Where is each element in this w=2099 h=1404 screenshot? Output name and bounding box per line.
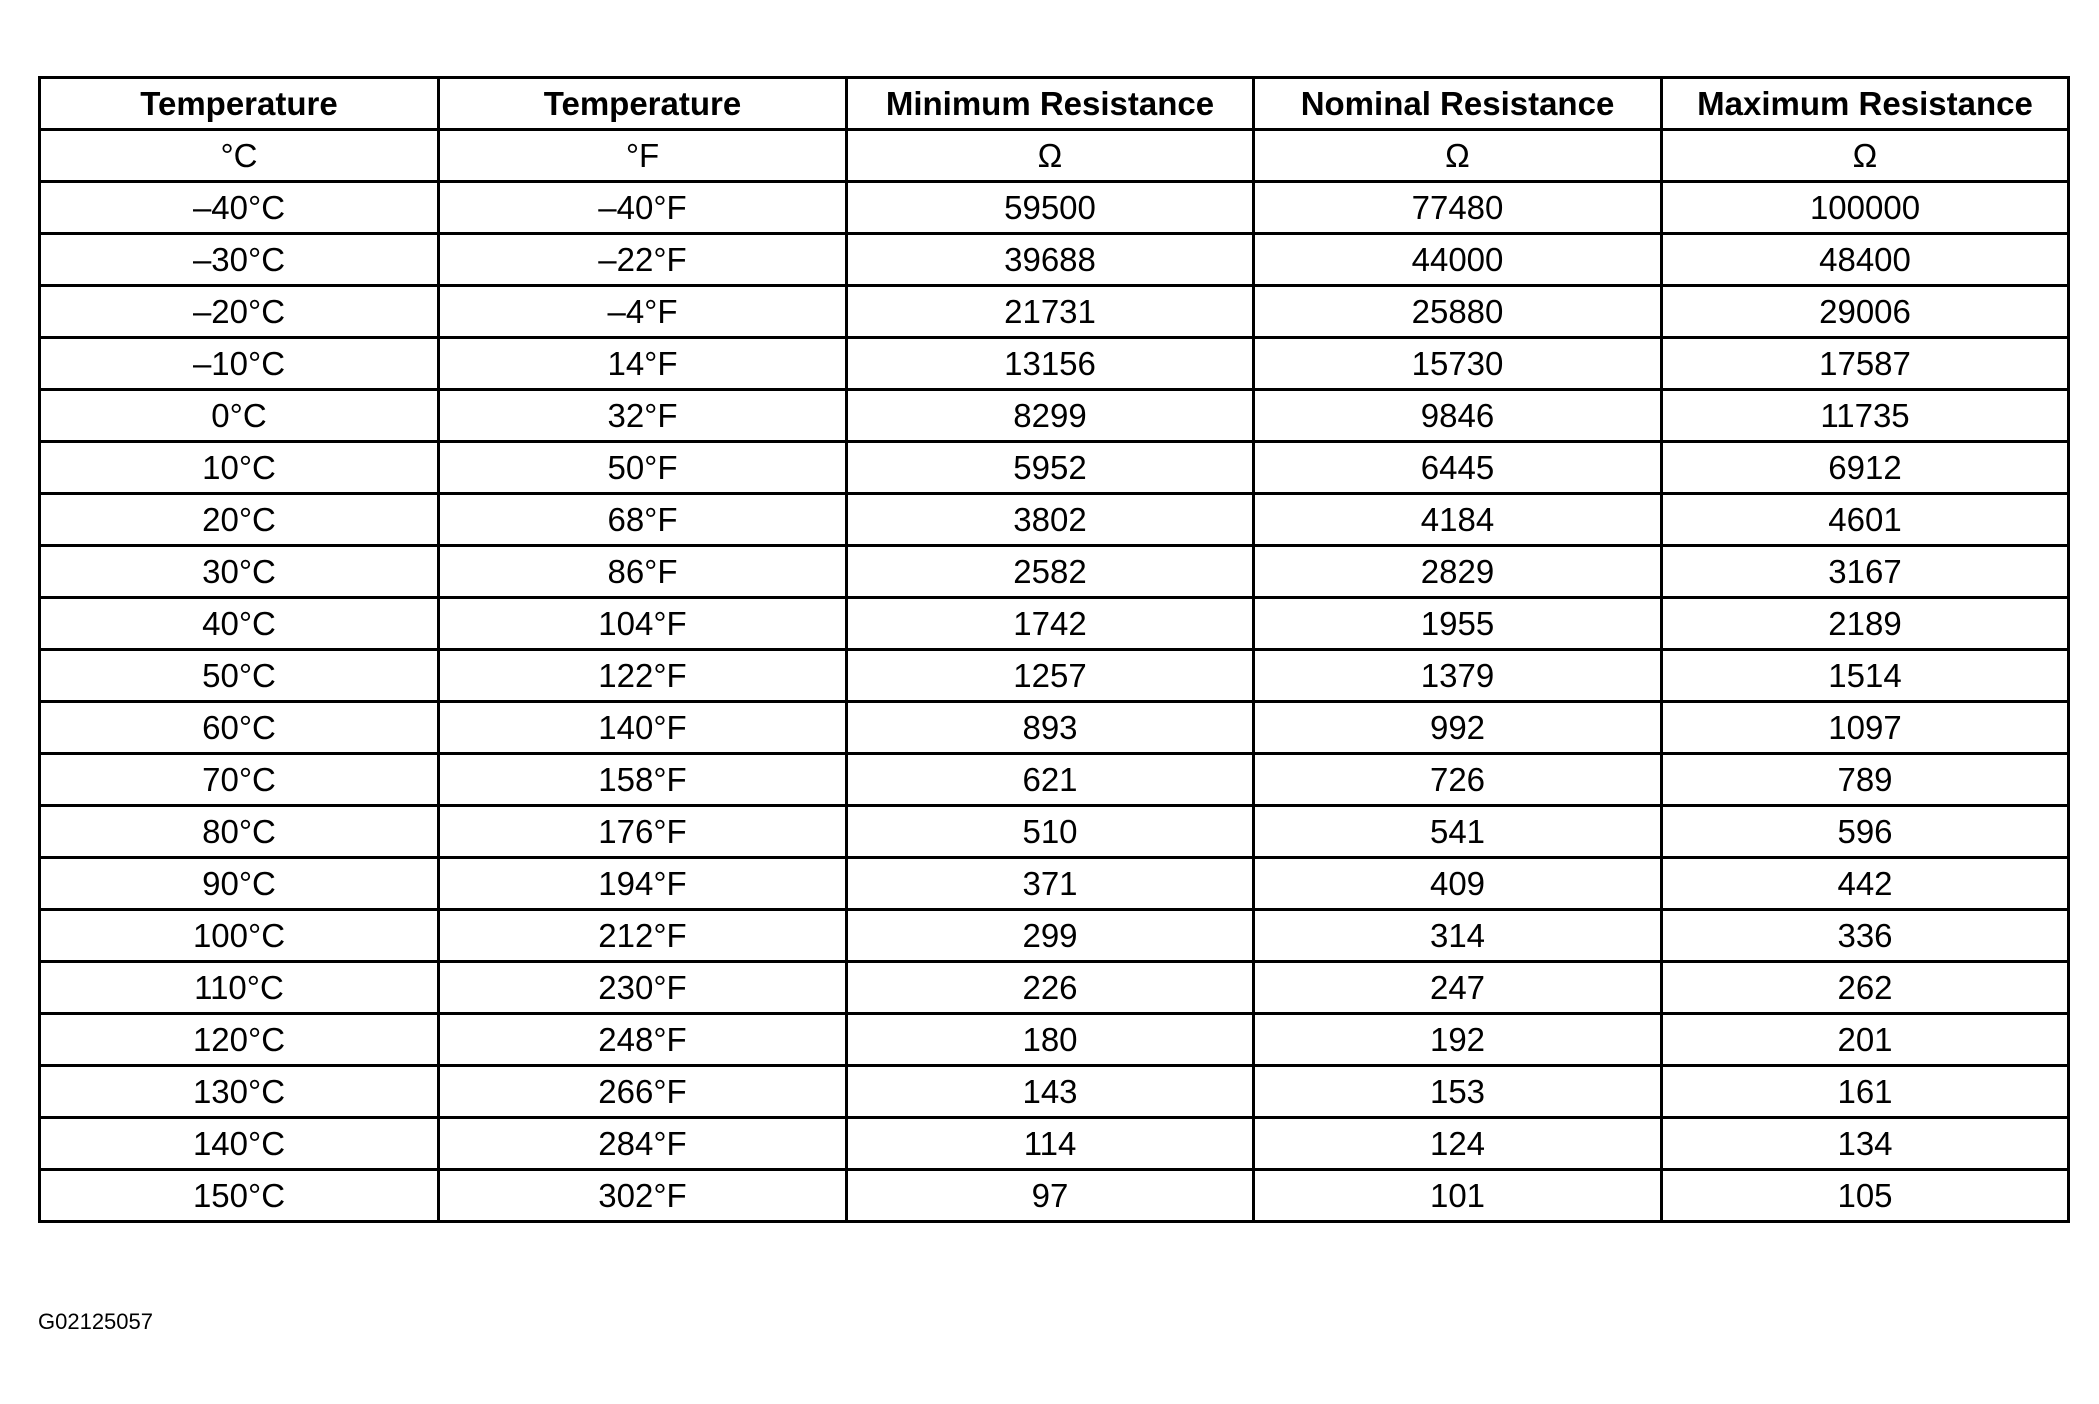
cell-temperature-f: 158°F [439,754,847,806]
table-row [40,1014,2069,1066]
cell-temperature-c: –10°C [40,338,439,390]
cell-temperature-f: 284°F [439,1118,847,1170]
cell-maximum-resistance: 442 [1662,858,2069,910]
cell-minimum-resistance: 371 [847,858,1254,910]
table-row [40,650,2069,702]
cell-nominal-resistance: 25880 [1254,286,1662,338]
table-row [40,702,2069,754]
cell-nominal-resistance: 314 [1254,910,1662,962]
header-nominal-resistance: Nominal Resistance [1254,78,1662,130]
cell-maximum-resistance: 134 [1662,1118,2069,1170]
cell-minimum-resistance: 8299 [847,390,1254,442]
cell-minimum-resistance: 97 [847,1170,1254,1222]
cell-temperature-f: 140°F [439,702,847,754]
cell-temperature-c: 130°C [40,1066,439,1118]
cell-maximum-resistance: 105 [1662,1170,2069,1222]
cell-temperature-f: 50°F [439,442,847,494]
unit-ohm-nominal: Ω [1254,130,1662,182]
table-row [40,1170,2069,1222]
cell-minimum-resistance: 2582 [847,546,1254,598]
cell-nominal-resistance: 1955 [1254,598,1662,650]
cell-maximum-resistance: 789 [1662,754,2069,806]
cell-minimum-resistance: 114 [847,1118,1254,1170]
cell-temperature-f: 68°F [439,494,847,546]
cell-temperature-c: 100°C [40,910,439,962]
table-row [40,286,2069,338]
cell-nominal-resistance: 992 [1254,702,1662,754]
header-temperature-c: Temperature [40,78,439,130]
cell-minimum-resistance: 39688 [847,234,1254,286]
cell-temperature-f: 32°F [439,390,847,442]
cell-nominal-resistance: 541 [1254,806,1662,858]
cell-minimum-resistance: 5952 [847,442,1254,494]
cell-temperature-c: 30°C [40,546,439,598]
units-row [40,130,2069,182]
cell-temperature-c: 40°C [40,598,439,650]
cell-maximum-resistance: 1514 [1662,650,2069,702]
cell-minimum-resistance: 180 [847,1014,1254,1066]
cell-temperature-c: 110°C [40,962,439,1014]
cell-nominal-resistance: 124 [1254,1118,1662,1170]
cell-temperature-f: 212°F [439,910,847,962]
table-row [40,234,2069,286]
table-row [40,806,2069,858]
header-maximum-resistance: Maximum Resistance [1662,78,2069,130]
table-row [40,338,2069,390]
unit-ohm-minimum: Ω [847,130,1254,182]
cell-nominal-resistance: 77480 [1254,182,1662,234]
cell-temperature-f: 194°F [439,858,847,910]
cell-temperature-c: 120°C [40,1014,439,1066]
table-row [40,962,2069,1014]
cell-maximum-resistance: 596 [1662,806,2069,858]
table-body [40,182,2069,1222]
cell-temperature-c: 0°C [40,390,439,442]
header-minimum-resistance: Minimum Resistance [847,78,1254,130]
cell-temperature-f: 302°F [439,1170,847,1222]
cell-temperature-f: –40°F [439,182,847,234]
table-row [40,390,2069,442]
cell-nominal-resistance: 9846 [1254,390,1662,442]
table-row [40,1066,2069,1118]
cell-temperature-f: 104°F [439,598,847,650]
cell-temperature-f: –22°F [439,234,847,286]
cell-maximum-resistance: 1097 [1662,702,2069,754]
cell-nominal-resistance: 192 [1254,1014,1662,1066]
cell-nominal-resistance: 153 [1254,1066,1662,1118]
cell-nominal-resistance: 247 [1254,962,1662,1014]
cell-nominal-resistance: 101 [1254,1170,1662,1222]
cell-temperature-f: 248°F [439,1014,847,1066]
cell-minimum-resistance: 143 [847,1066,1254,1118]
cell-nominal-resistance: 1379 [1254,650,1662,702]
unit-celsius: °C [40,130,439,182]
cell-nominal-resistance: 2829 [1254,546,1662,598]
cell-nominal-resistance: 409 [1254,858,1662,910]
cell-maximum-resistance: 161 [1662,1066,2069,1118]
cell-temperature-f: –4°F [439,286,847,338]
cell-temperature-c: –20°C [40,286,439,338]
cell-nominal-resistance: 726 [1254,754,1662,806]
header-row [40,78,2069,130]
cell-minimum-resistance: 893 [847,702,1254,754]
cell-maximum-resistance: 17587 [1662,338,2069,390]
cell-maximum-resistance: 29006 [1662,286,2069,338]
table-row [40,858,2069,910]
cell-temperature-c: 20°C [40,494,439,546]
cell-temperature-c: 80°C [40,806,439,858]
cell-minimum-resistance: 21731 [847,286,1254,338]
cell-temperature-f: 230°F [439,962,847,1014]
figure-id: G02125057 [38,1309,153,1334]
cell-temperature-c: –40°C [40,182,439,234]
cell-nominal-resistance: 44000 [1254,234,1662,286]
table-row [40,1118,2069,1170]
cell-nominal-resistance: 6445 [1254,442,1662,494]
cell-minimum-resistance: 1742 [847,598,1254,650]
cell-minimum-resistance: 621 [847,754,1254,806]
table-row [40,910,2069,962]
cell-temperature-c: 70°C [40,754,439,806]
table-row [40,494,2069,546]
resistance-table [38,76,2070,1223]
cell-minimum-resistance: 299 [847,910,1254,962]
cell-minimum-resistance: 1257 [847,650,1254,702]
table-row [40,754,2069,806]
cell-maximum-resistance: 2189 [1662,598,2069,650]
unit-fahrenheit: °F [439,130,847,182]
table-row [40,442,2069,494]
cell-minimum-resistance: 510 [847,806,1254,858]
table-row [40,598,2069,650]
table-row [40,546,2069,598]
cell-maximum-resistance: 48400 [1662,234,2069,286]
cell-maximum-resistance: 100000 [1662,182,2069,234]
cell-maximum-resistance: 4601 [1662,494,2069,546]
cell-temperature-c: –30°C [40,234,439,286]
cell-maximum-resistance: 201 [1662,1014,2069,1066]
cell-temperature-c: 10°C [40,442,439,494]
cell-temperature-c: 150°C [40,1170,439,1222]
cell-temperature-f: 14°F [439,338,847,390]
cell-nominal-resistance: 4184 [1254,494,1662,546]
cell-maximum-resistance: 336 [1662,910,2069,962]
cell-minimum-resistance: 226 [847,962,1254,1014]
cell-temperature-c: 90°C [40,858,439,910]
cell-temperature-c: 140°C [40,1118,439,1170]
cell-temperature-f: 176°F [439,806,847,858]
cell-temperature-c: 60°C [40,702,439,754]
cell-minimum-resistance: 13156 [847,338,1254,390]
cell-temperature-f: 266°F [439,1066,847,1118]
cell-temperature-f: 122°F [439,650,847,702]
cell-temperature-c: 50°C [40,650,439,702]
cell-temperature-f: 86°F [439,546,847,598]
cell-maximum-resistance: 3167 [1662,546,2069,598]
resistance-table-container [38,76,2067,1223]
cell-maximum-resistance: 6912 [1662,442,2069,494]
cell-nominal-resistance: 15730 [1254,338,1662,390]
cell-minimum-resistance: 59500 [847,182,1254,234]
unit-ohm-maximum: Ω [1662,130,2069,182]
cell-maximum-resistance: 262 [1662,962,2069,1014]
cell-maximum-resistance: 11735 [1662,390,2069,442]
header-temperature-f: Temperature [439,78,847,130]
table-row [40,182,2069,234]
cell-minimum-resistance: 3802 [847,494,1254,546]
